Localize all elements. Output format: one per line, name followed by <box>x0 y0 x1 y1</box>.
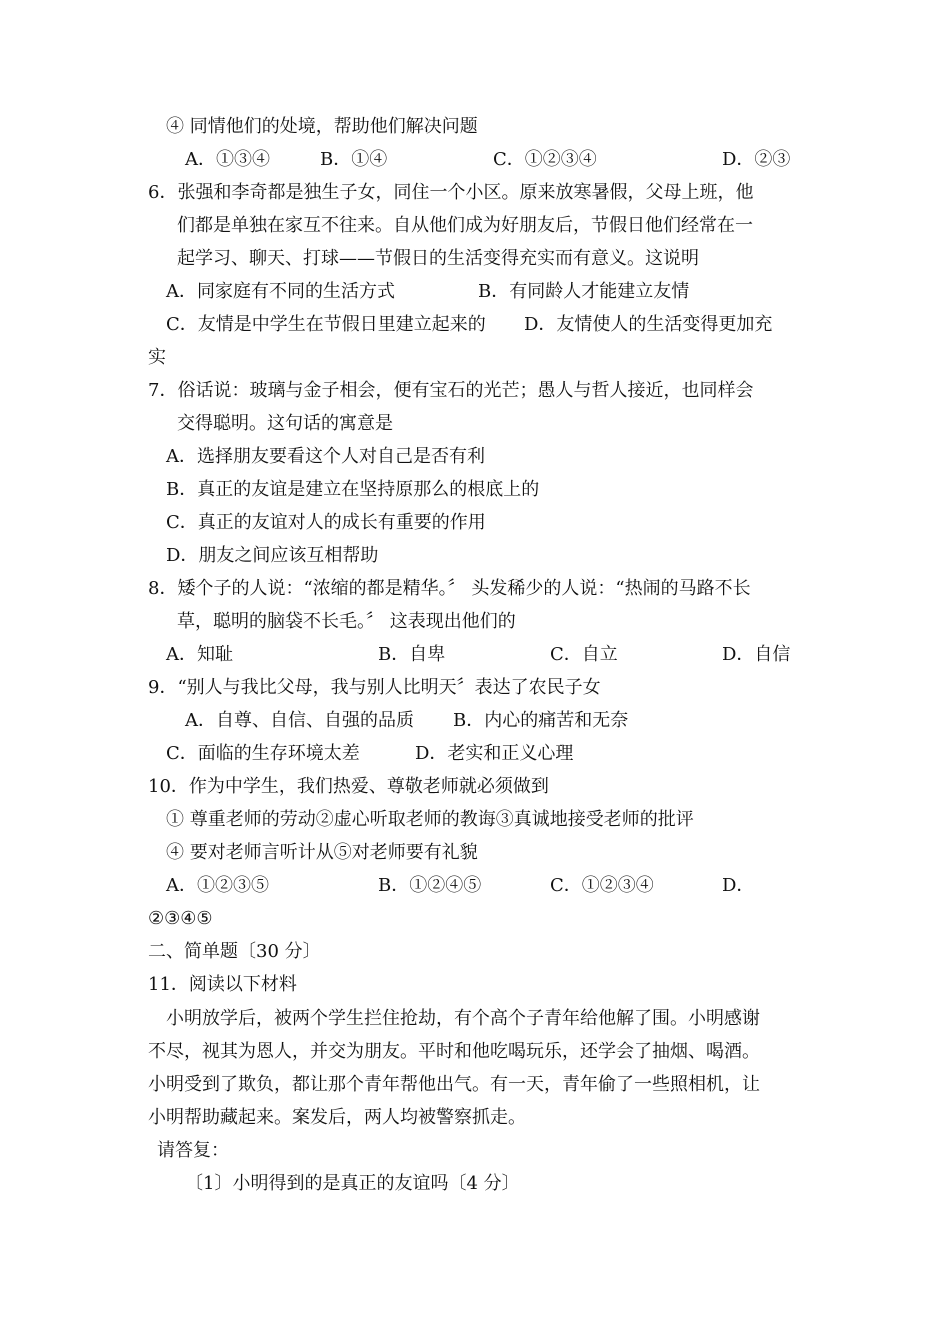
q6-stem-line-2: 们都是单独在家互不往来。自从他们成为好朋友后，节假日他们经常在一 <box>177 215 753 236</box>
q6-option-d-continued: 实 <box>148 347 166 368</box>
q7-option-d: D．朋友之间应该互相帮助 <box>166 545 379 566</box>
q10-option-c: C．①②③④ <box>550 875 654 896</box>
q9-option-d: D．老实和正义心理 <box>415 743 574 764</box>
q11-prompt: 请答复： <box>157 1140 229 1161</box>
q6-option-a: A．同家庭有不同的生活方式 <box>166 281 395 302</box>
q10-items-line-2: ④ 要对老师言听计从⑤对老师要有礼貌 <box>166 842 478 863</box>
q10-option-d: D． <box>722 875 755 896</box>
q6-option-b: B．有同龄人才能建立友情 <box>478 281 690 302</box>
q6-option-c: C．友情是中学生在节假日里建立起来的 <box>166 314 486 335</box>
q6-option-d: D．友情使人的生活变得更加充 <box>524 314 773 335</box>
q11-material-line-3: 小明受到了欺负，都让那个青年帮他出气。有一天，青年偷了一些照相机，让 <box>148 1074 760 1095</box>
q6-stem-line-1: 6．张强和李奇都是独生子女，同住一个小区。原来放寒暑假，父母上班，他 <box>148 182 754 203</box>
q9-stem: 9．“别人与我比父母，我与别人比明天〞表达了农民子女 <box>148 677 601 698</box>
q5-item-4: ④ 同情他们的处境，帮助他们解决问题 <box>166 116 478 137</box>
q7-option-a: A．选择朋友要看这个人对自己是否有利 <box>166 446 485 467</box>
q5-option-c: C．①②③④ <box>493 149 597 170</box>
q5-option-d: D．②③ <box>722 149 791 170</box>
q7-option-c: C．真正的友谊对人的成长有重要的作用 <box>166 512 486 533</box>
q6-stem-line-3: 起学习、聊天、打球——节假日的生活变得充实而有意义。这说明 <box>177 248 699 269</box>
q11-material-line-1: 小明放学后，被两个学生拦住抢劫，有个高个子青年给他解了围。小明感谢 <box>166 1008 760 1029</box>
q8-stem-line-2: 草，聪明的脑袋不长毛。〞 这表现出他们的 <box>177 611 516 632</box>
q5-option-b: B．①④ <box>320 149 388 170</box>
q5-option-a: A．①③④ <box>185 149 270 170</box>
q11-stem: 11．阅读以下材料 <box>148 974 297 995</box>
section-2-heading: 二、简单题〔30 分〕 <box>148 941 321 962</box>
q10-items-line-1: ① 尊重老师的劳动②虚心听取老师的教诲③真诚地接受老师的批评 <box>166 809 694 830</box>
q7-stem-line-2: 交得聪明。这句话的寓意是 <box>177 413 393 434</box>
q8-option-c: C．自立 <box>550 644 618 665</box>
q8-option-d: D．自信 <box>722 644 791 665</box>
q9-option-c: C．面临的生存环境太差 <box>166 743 360 764</box>
q10-stem: 10．作为中学生，我们热爱、尊敬老师就必须做到 <box>148 776 549 797</box>
q11-subquestion-1: 〔1〕小明得到的是真正的友谊吗〔4 分〕 <box>185 1173 520 1194</box>
q10-option-d-continued: ②③④⑤ <box>148 908 213 929</box>
q8-option-b: B．自卑 <box>378 644 446 665</box>
q10-option-b: B．①②④⑤ <box>378 875 482 896</box>
q8-option-a: A．知耻 <box>166 644 233 665</box>
q7-option-b: B．真正的友谊是建立在坚持原那么的根底上的 <box>166 479 540 500</box>
q9-option-a: A．自尊、自信、自强的品质 <box>185 710 414 731</box>
q10-option-a: A．①②③⑤ <box>166 875 269 896</box>
q11-material-line-2: 不尽，视其为恩人，并交为朋友。平时和他吃喝玩乐，还学会了抽烟、喝酒。 <box>148 1041 760 1062</box>
q9-option-b: B．内心的痛苦和无奈 <box>453 710 629 731</box>
q8-stem-line-1: 8．矮个子的人说：“浓缩的都是精华。〞 头发稀少的人说：“热闹的马路不长 <box>148 578 751 599</box>
q11-material-line-4: 小明帮助藏起来。案发后，两人均被警察抓走。 <box>148 1107 526 1128</box>
q7-stem-line-1: 7．俗话说：玻璃与金子相会，便有宝石的光芒；愚人与哲人接近，也同样会 <box>148 380 754 401</box>
